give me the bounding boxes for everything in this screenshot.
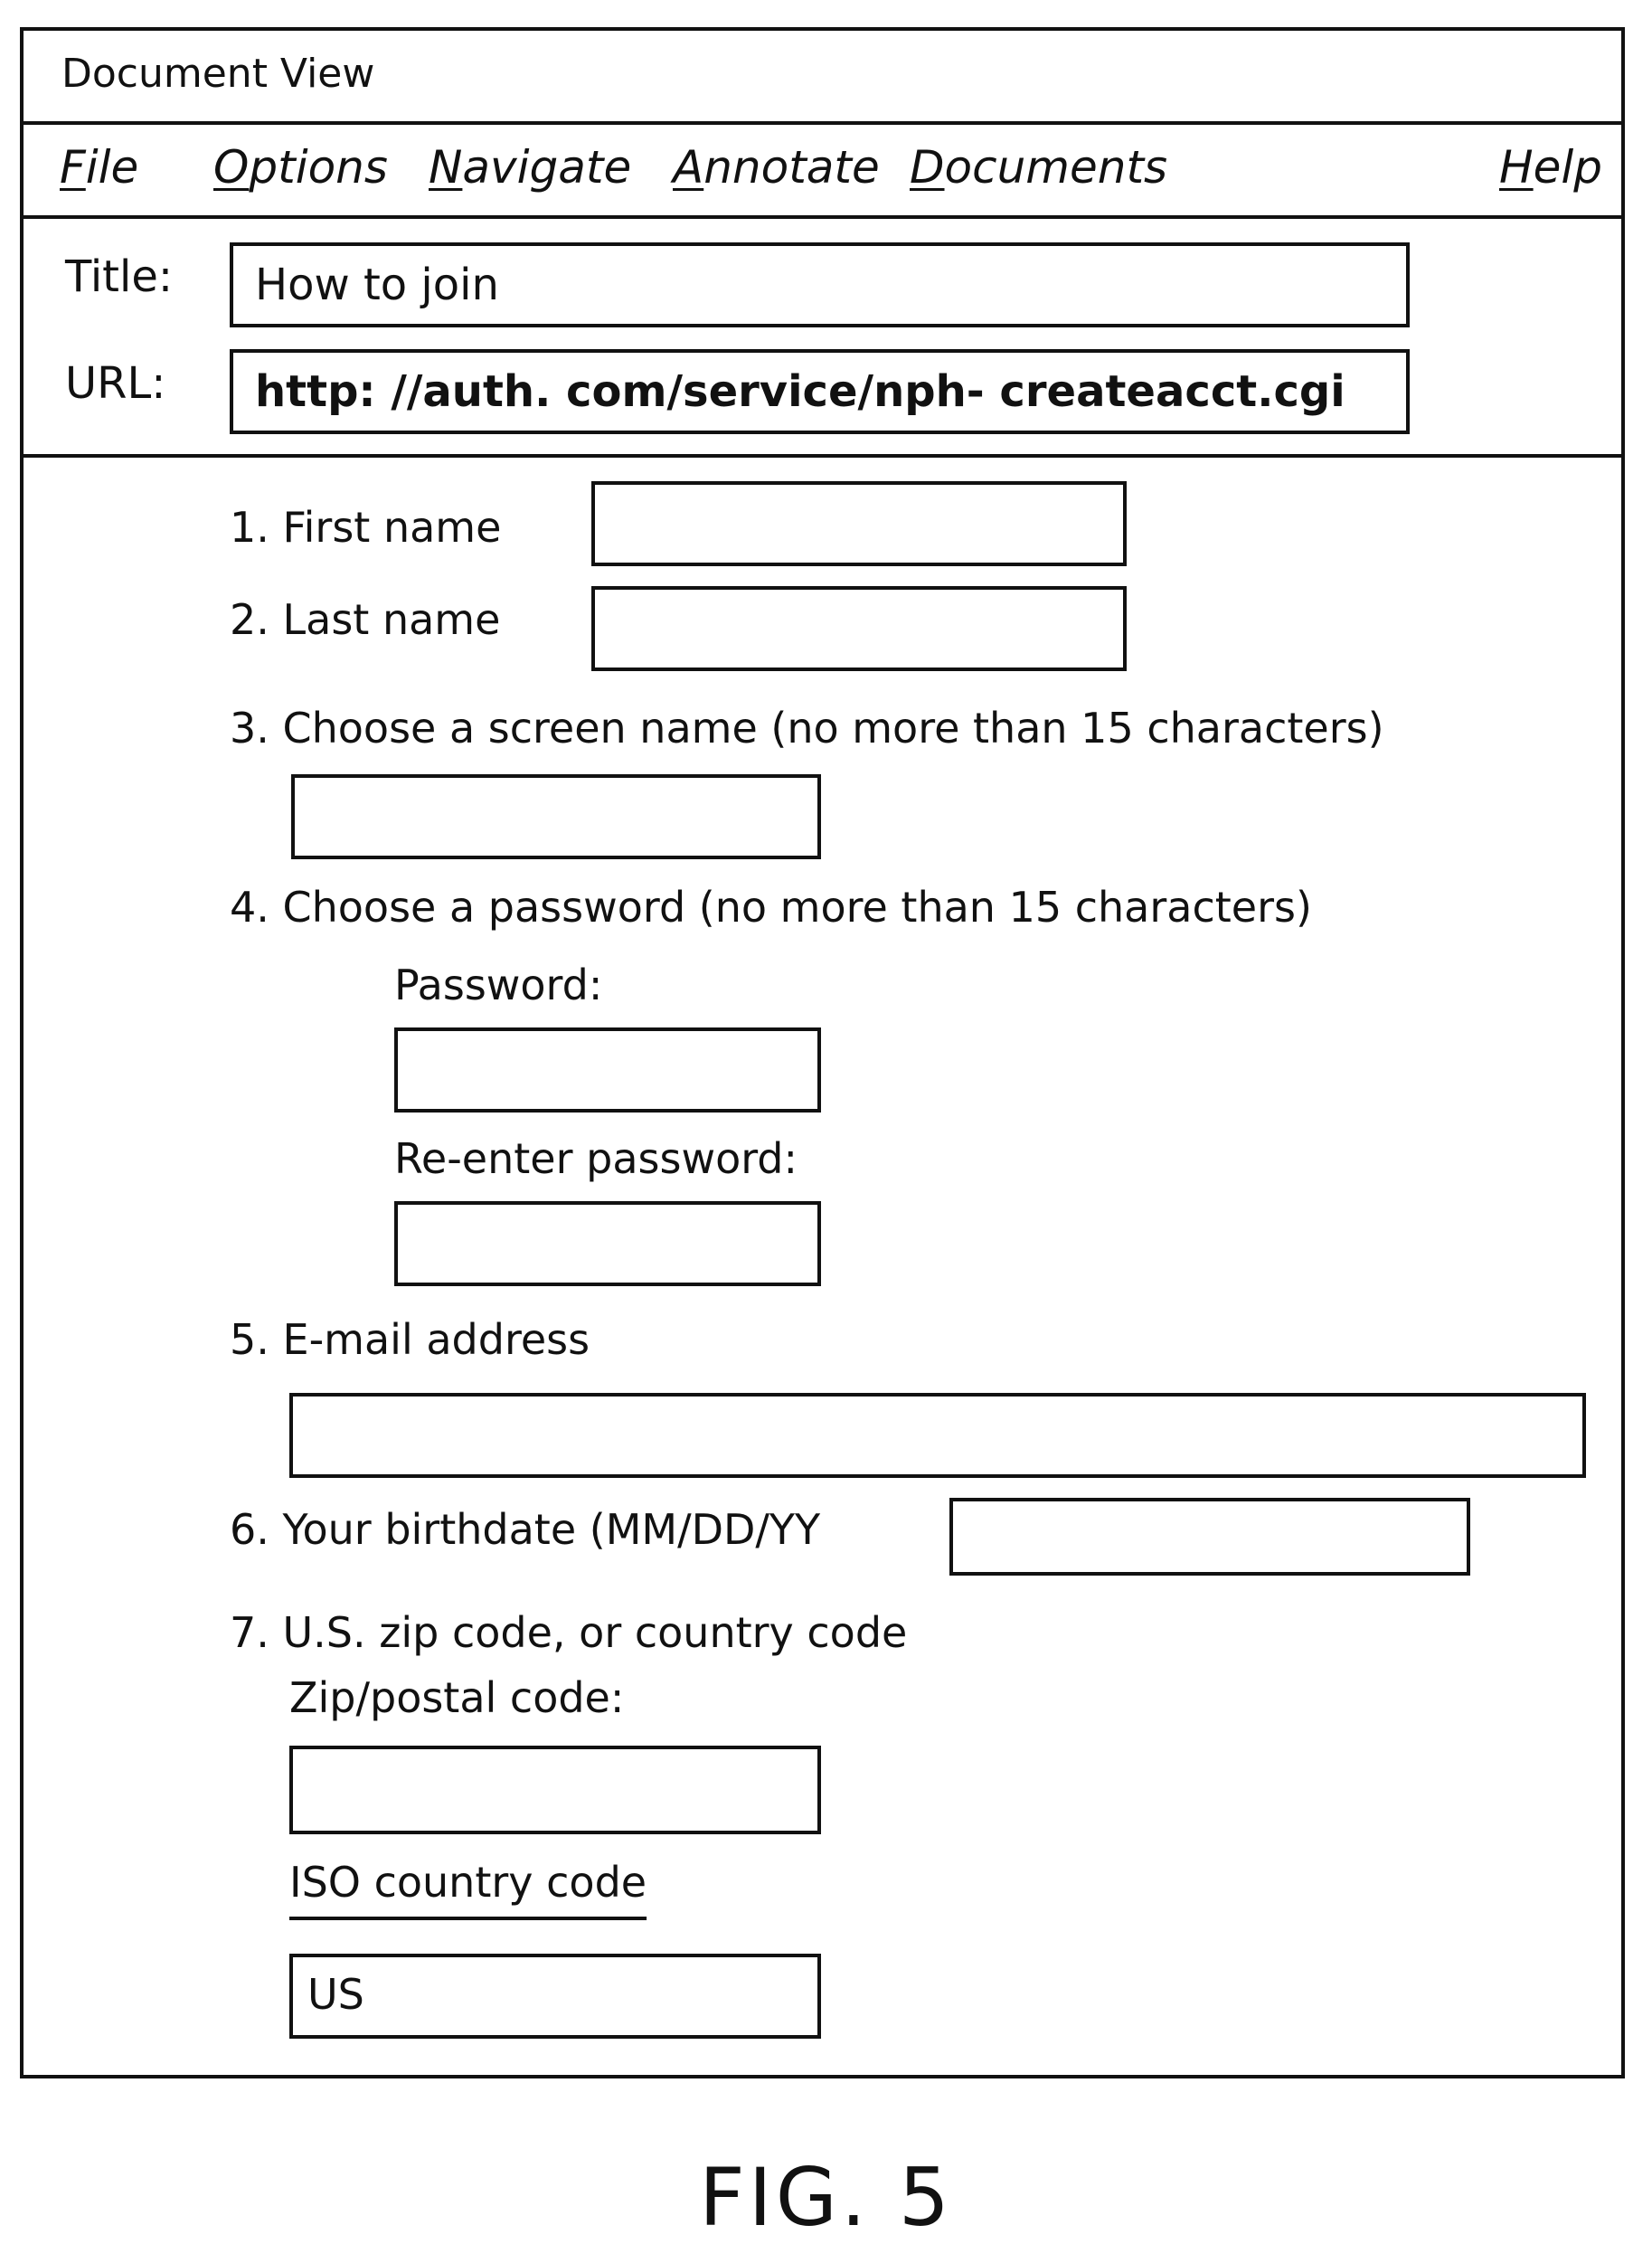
menu-documents[interactable] — [910, 141, 1167, 194]
email-label: 5. E-mail address — [230, 1315, 590, 1364]
menu-options[interactable] — [213, 141, 388, 194]
menu-options-label: ptions — [249, 141, 388, 194]
menu-annotate[interactable] — [673, 141, 880, 194]
menu-annotate-mnemonic: A — [673, 141, 704, 194]
title-bar — [24, 31, 1621, 125]
birthdate-label: 6. Your birthdate (MM/DD/YY — [230, 1505, 821, 1554]
zip-input[interactable] — [289, 1746, 821, 1834]
reenter-password-label: Re-enter password: — [394, 1134, 798, 1183]
menu-navigate[interactable] — [429, 141, 631, 194]
menu-file-mnemonic: F — [60, 141, 86, 194]
last-name-input[interactable] — [591, 586, 1127, 671]
iso-country-code-input[interactable]: US — [289, 1954, 821, 2039]
menu-options-mnemonic: O — [213, 141, 250, 194]
menu-file-label: ile — [85, 141, 139, 194]
menu-annotate-label: nnotate — [703, 141, 880, 194]
iso-country-code-label: ISO country code — [289, 1858, 647, 1907]
menu-help[interactable] — [1499, 141, 1602, 194]
menu-help-mnemonic: H — [1499, 141, 1534, 194]
screen-name-label: 3. Choose a screen name (no more than 15 characters) — [230, 704, 1384, 753]
email-input[interactable] — [289, 1393, 1586, 1478]
document-view-window — [20, 27, 1625, 2078]
first-name-label: 1. First name — [230, 503, 502, 552]
address-panel — [24, 219, 1621, 458]
reenter-password-input[interactable] — [394, 1201, 821, 1286]
url-field-label: URL: — [65, 358, 166, 409]
figure-caption: FIG. 5 — [699, 2151, 953, 2244]
password-input[interactable] — [394, 1027, 821, 1113]
last-name-label: 2. Last name — [230, 595, 501, 644]
title-field[interactable]: How to join — [230, 242, 1410, 327]
window-title: Document View — [61, 51, 375, 97]
first-name-input[interactable] — [591, 481, 1127, 566]
birthdate-input[interactable] — [949, 1498, 1470, 1576]
password-label: Password: — [394, 961, 603, 1009]
url-field[interactable]: http: //auth. com/service/nph- createacct.cgi — [230, 349, 1410, 434]
menu-bar — [24, 125, 1621, 219]
menu-help-label: elp — [1533, 141, 1603, 194]
menu-documents-label: ocuments — [944, 141, 1168, 194]
password-section-label: 4. Choose a password (no more than 15 characters) — [230, 883, 1312, 932]
title-field-label: Title: — [65, 251, 174, 302]
screen-name-input[interactable] — [291, 774, 821, 859]
zip-label: Zip/postal code: — [289, 1673, 625, 1722]
zip-section-label: 7. U.S. zip code, or country code — [230, 1608, 908, 1657]
menu-navigate-mnemonic: N — [429, 141, 463, 194]
menu-navigate-label: avigate — [462, 141, 632, 194]
menu-documents-mnemonic: D — [910, 141, 945, 194]
menu-file[interactable] — [60, 141, 138, 194]
